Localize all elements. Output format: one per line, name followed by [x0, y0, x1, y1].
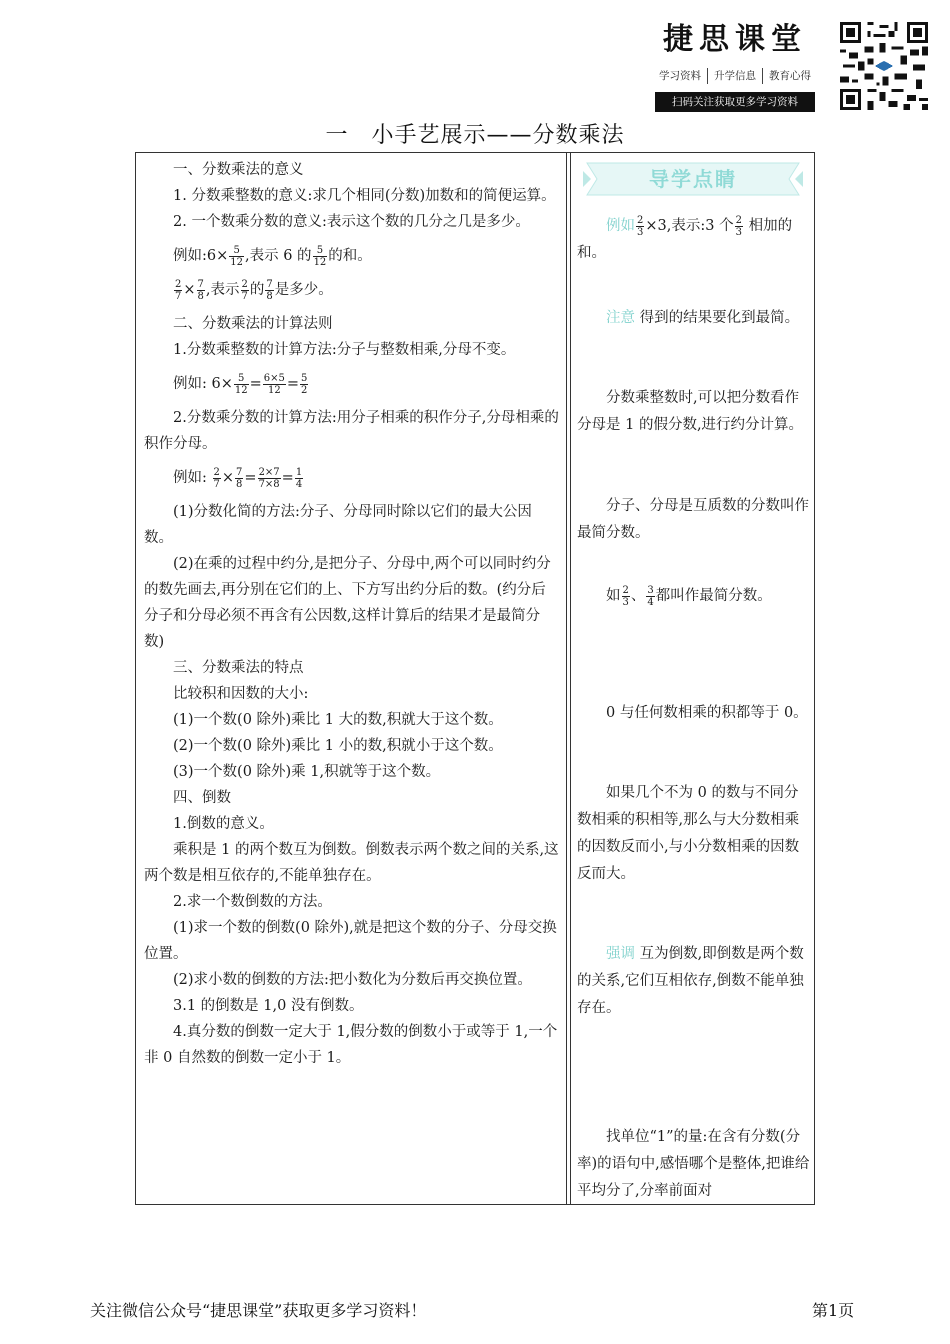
guide-banner	[583, 159, 803, 199]
fraction: $\frac{5}{12}$	[313, 244, 327, 268]
paragraph: (2)求小数的倒数的方法:把小数化为分数后再交换位置。	[173, 972, 532, 988]
page-title: 一 小手艺展示——分数乘法	[325, 123, 625, 148]
paragraph: 1.倒数的意义。	[173, 816, 274, 832]
tip-unit-one: 找单位“1”的量:在含有分数(分率)的语句中,感悟哪个是整体,把谁给平均分了,分率前面对	[577, 1129, 810, 1199]
tip-integer: 分数乘整数时,可以把分数看作分母是 1 的假分数,进行约分计算。	[577, 390, 804, 433]
qr-code-icon	[840, 22, 928, 110]
tip-simplest: 分子、分母是互质数的分数叫作最简分数。	[577, 498, 809, 541]
paragraph: 1.分数乘整数的计算方法:分子与整数相乘,分母不变。	[173, 342, 516, 358]
example-line: 例如: 6× $\frac{5}{12}$ = $\frac{6\times 5}{12}$ = $\frac{5}{2}$	[173, 372, 308, 396]
tip-note: 注意 得到的结果要化到最简。	[606, 310, 800, 326]
tip-example: 例如 $\frac{2}{3}$ ×3,表示:3 个 $\frac{2}{3}$ 相加的和。	[577, 214, 793, 261]
tip-simplest-example: 如 $\frac{2}{3}$ 、 $\frac{3}{4}$ 都叫作最简分数。	[606, 584, 772, 608]
knowledge-column	[144, 157, 560, 1071]
tip-product-compare: 如果几个不为 0 的数与不同分数相乘的积相等,那么与大分数相乘的因数反而小,与小分数相乘的因数反而大。	[577, 785, 800, 882]
example-line: 例如:6× $\frac{5}{12}$ ,表示 6 的 $\frac{5}{12}$ 的和。	[173, 244, 372, 268]
paragraph: 1. 分数乘整数的意义:求几个相同(分数)加数和的简便运算。	[173, 188, 556, 204]
paragraph: 比较积和因数的大小:	[173, 686, 309, 702]
fraction: $\frac{5}{12}$	[234, 372, 248, 396]
paragraph: 2. 一个数乘分数的意义:表示这个数的几分之几是多少。	[173, 214, 530, 230]
fraction: $\frac{5}{12}$	[230, 244, 243, 268]
section-heading: 一、分数乘法的意义	[173, 162, 304, 178]
fraction: $\frac{3}{4}$	[647, 584, 654, 608]
brand-tag-study: 学习资料	[653, 68, 708, 84]
footer-promo: 关注微信公众号“捷思课堂”获取更多学习资料！	[90, 1301, 427, 1320]
section-heading: 二、分数乘法的计算法则	[173, 316, 333, 332]
paragraph: (3)一个数(0 除外)乘 1,积就等于这个数。	[173, 764, 441, 780]
paragraph: 3.1 的倒数是 1,0 没有倒数。	[173, 998, 364, 1014]
fraction: $\frac{1}{4}$	[295, 466, 303, 490]
example-line: $\frac{2}{7}$ × $\frac{7}{8}$ ,表示 $\frac{2}{7}$ 的 $\frac{7}{8}$ 是多少。	[175, 278, 333, 302]
fraction: $\frac{2}{7}$	[213, 466, 220, 490]
fraction: $\frac{2}{7}$	[175, 278, 182, 302]
banner-title: 导学点睛	[649, 167, 737, 191]
paragraph: 乘积是 1 的两个数互为倒数。倒数表示两个数之间的关系,这两个数是相互依存的,不能单独存在。	[144, 842, 559, 884]
content-table	[135, 152, 815, 1205]
brand-header	[640, 14, 830, 112]
brand-name: 捷思课堂	[663, 22, 807, 57]
brand-scan-bar: 扫码关注获取更多学习资料	[655, 92, 815, 112]
fraction: $\frac{7}{8}$	[266, 278, 273, 302]
brand-tag-admission: 升学信息	[708, 68, 763, 84]
brand-tag-education: 教育心得	[769, 70, 811, 82]
example-line: 例如: $\frac{2}{7}$ × $\frac{7}{8}$ = $\frac{2\times 7}{7\times 8}$ = $\frac{1}{4}$	[173, 466, 303, 490]
paragraph: 4.真分数的倒数一定大于 1,假分数的倒数小于或等于 1,一个非 0 自然数的倒数一定小于 1。	[144, 1024, 558, 1066]
fraction: $\frac{2\times 7}{7\times 8}$	[258, 466, 280, 490]
paragraph: (2)在乘的过程中约分,是把分子、分母中,两个可以同时约分的数先画去,再分别在它们的上、下方写出约分后的数。(约分后分子和分母必须不再含有公因数,这样计算后的结果才是最简分数)	[144, 556, 551, 650]
page-number: 第1页	[812, 1301, 855, 1320]
fraction: $\frac{2}{3}$	[735, 214, 742, 238]
tip-zero: 0 与任何数相乘的积都等于 0。	[606, 705, 808, 721]
paragraph: (1)求一个数的倒数(0 除外),就是把这个数的分子、分母交换位置。	[144, 920, 557, 962]
fraction: $\frac{5}{2}$	[301, 372, 308, 396]
fraction: $\frac{2}{3}$	[622, 584, 629, 608]
section-heading: 三、分数乘法的特点	[173, 660, 304, 676]
fraction: $\frac{7}{8}$	[197, 278, 204, 302]
tip-emphasis: 强调 互为倒数,即倒数是两个数的关系,它们互相依存,倒数不能单独存在。	[577, 946, 804, 1016]
paragraph: 2.分数乘分数的计算方法:用分子相乘的积作分子,分母相乘的积作分母。	[144, 410, 559, 452]
brand-tags	[640, 68, 830, 84]
fraction: $\frac{6\times 5}{12}$	[263, 372, 285, 396]
fraction: $\frac{7}{8}$	[236, 466, 243, 490]
paragraph: (1)分数化简的方法:分子、分母同时除以它们的最大公因数。	[144, 504, 532, 546]
fraction: $\frac{2}{7}$	[241, 278, 248, 302]
paragraph: 2.求一个数倒数的方法。	[173, 894, 332, 910]
fraction: $\frac{2}{3}$	[637, 214, 644, 238]
column-divider	[566, 153, 567, 1204]
paragraph: (1)一个数(0 除外)乘比 1 大的数,积就大于这个数。	[173, 712, 503, 728]
column-divider-inner	[570, 153, 571, 1204]
section-heading: 四、倒数	[173, 790, 231, 806]
paragraph: (2)一个数(0 除外)乘比 1 小的数,积就小于这个数。	[173, 738, 503, 754]
